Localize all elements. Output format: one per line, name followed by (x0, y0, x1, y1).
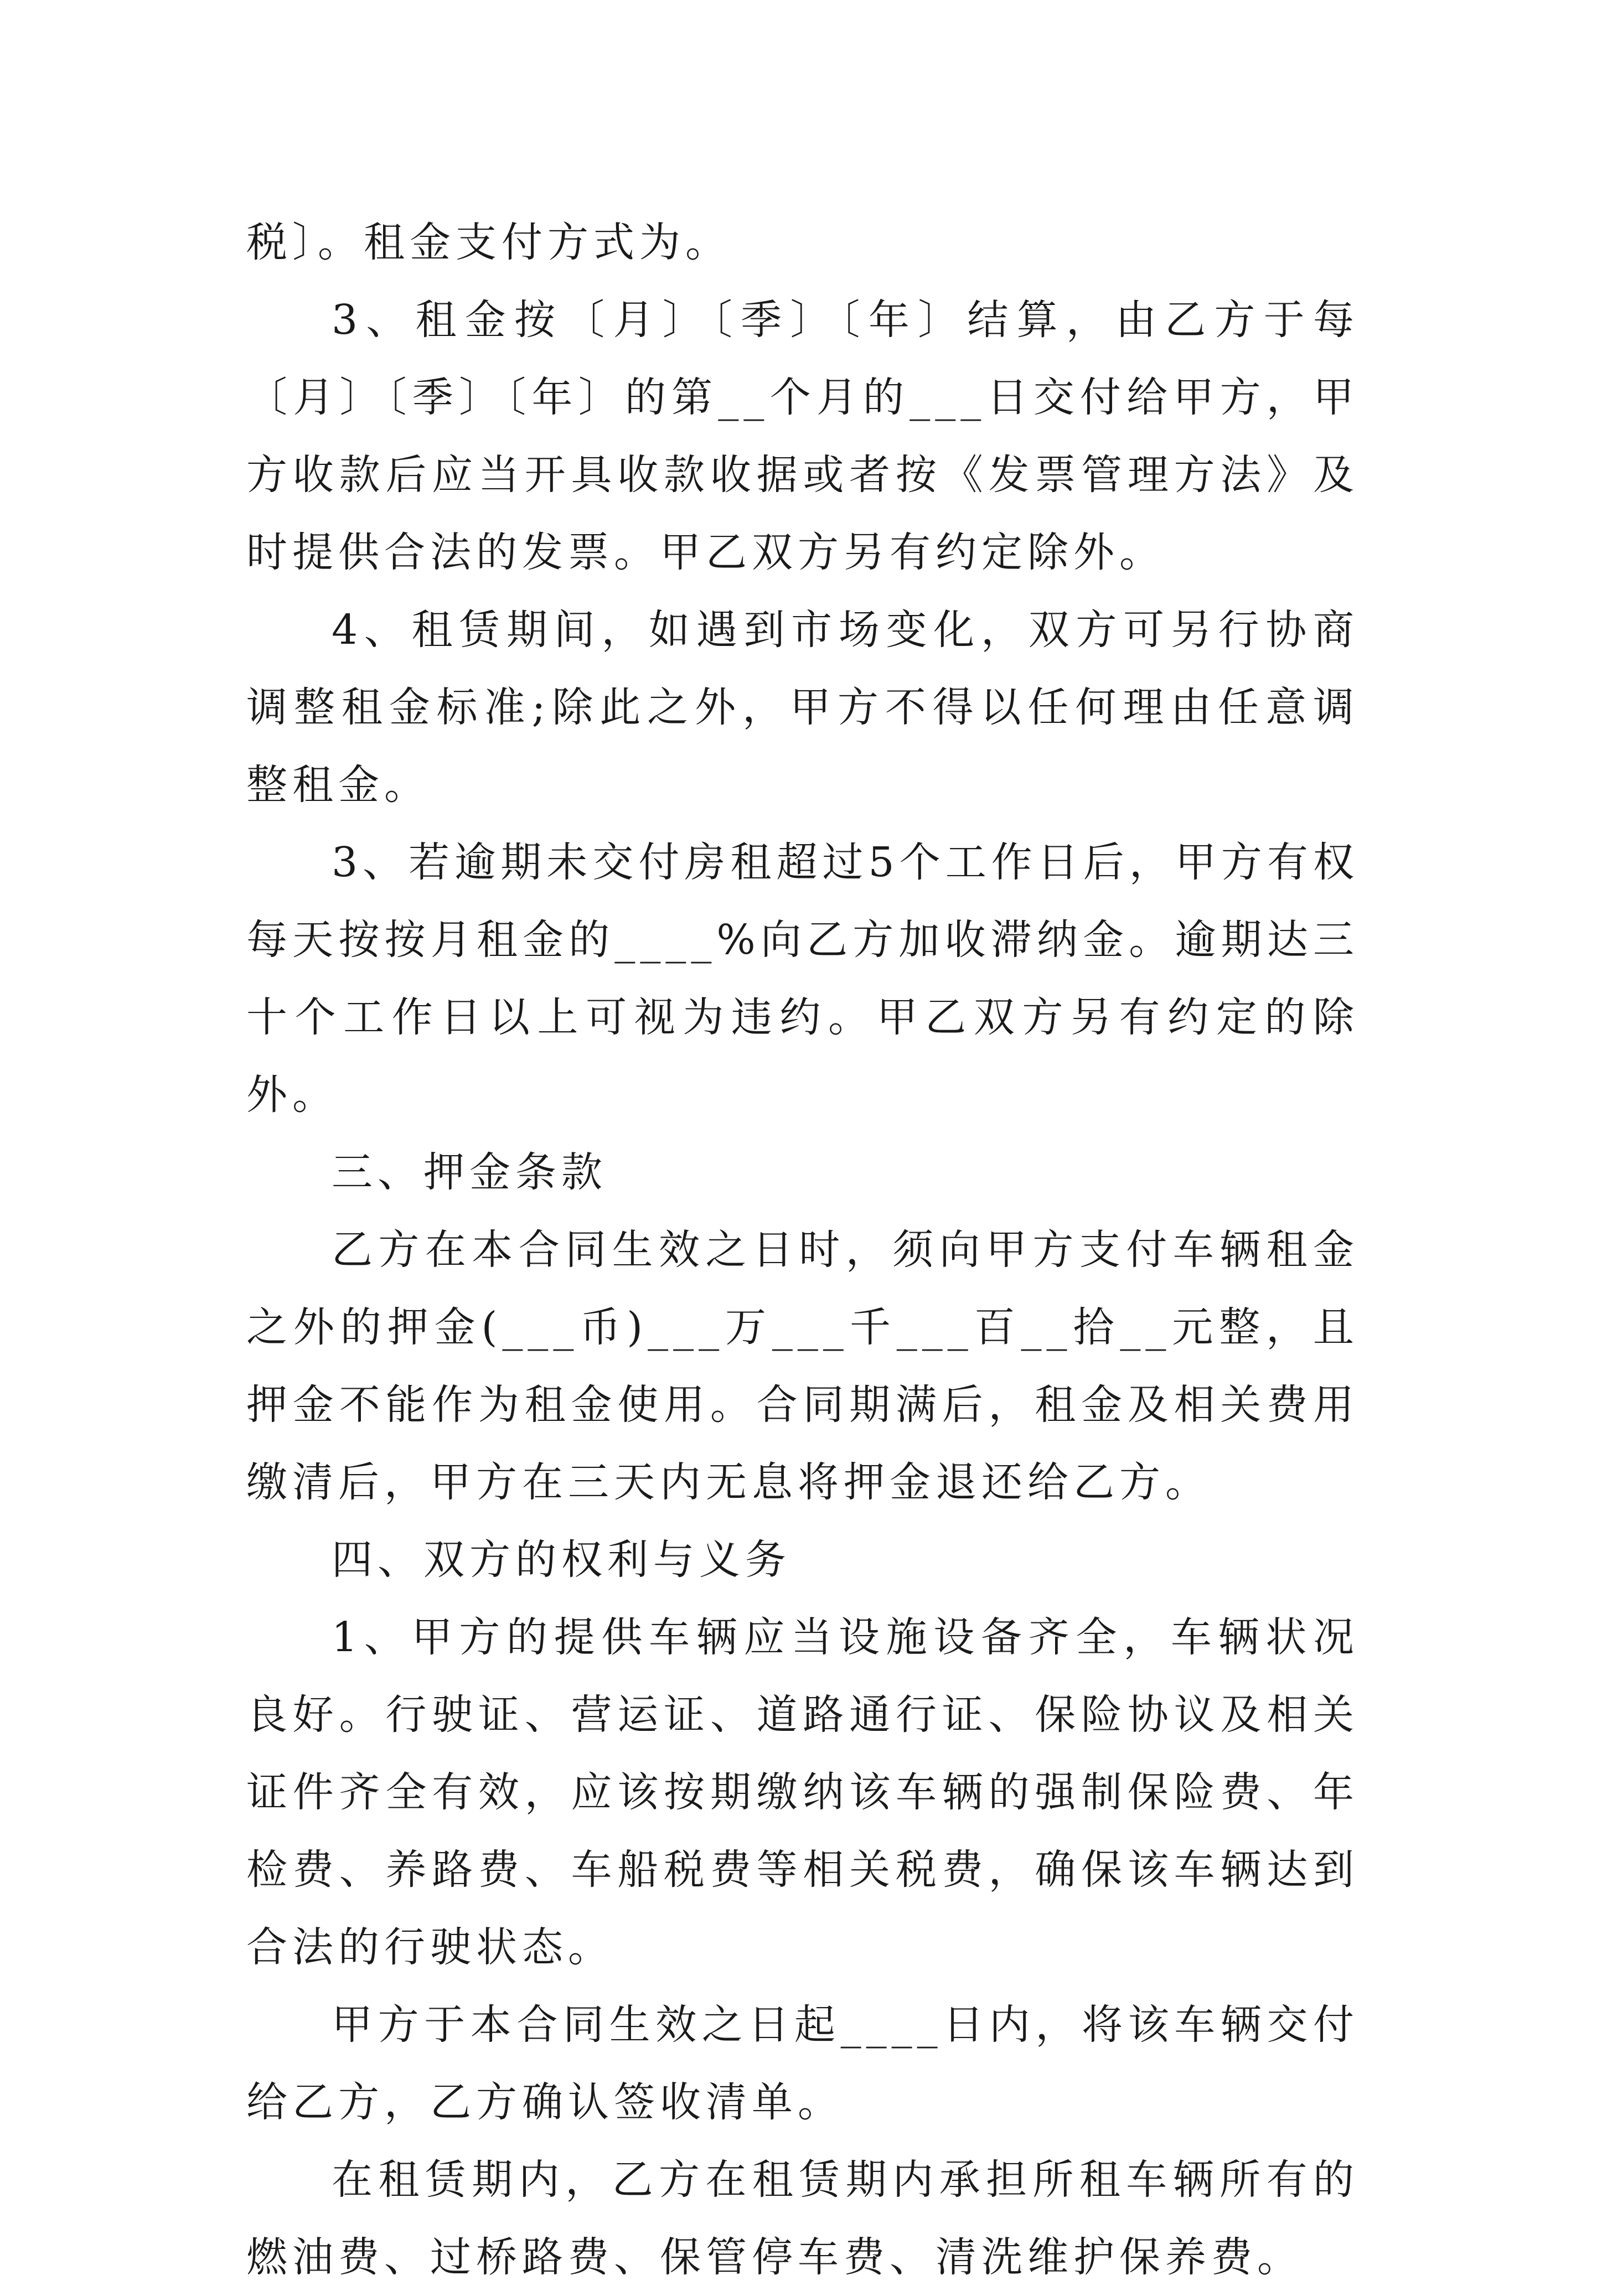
paragraph-late-fee: 3、若逾期未交付房租超过5个工作日后，甲方有权每天按按月租金的____%向乙方加收滞纳金。逾期达三十个工作日以上可视为违约。甲乙双方另有约定的除外。 (246, 839, 1359, 1119)
section-heading-deposit: 三、押金条款 (332, 1149, 607, 1196)
section-heading-rights-obligations: 四、双方的权利与义务 (332, 1536, 791, 1584)
paragraph-vehicle-condition: 1、甲方的提供车辆应当设施设备齐全，车辆状况良好。行驶证、营运证、道路通行证、保险协议及相关证件齐全有效，应该按期缴纳该车辆的强制保险费、年检费、养路费、车船税费等相关税费，确保该车辆达到合法的行驶状态。 (246, 1614, 1359, 1971)
paragraph-vehicle-delivery: 甲方于本合同生效之日起____日内，将该车辆交付给乙方，乙方确认签收清单。 (246, 2001, 1359, 2126)
document-body (246, 204, 1359, 2296)
paragraph-deposit-terms: 乙方在本合同生效之日时，须向甲方支付车辆租金之外的押金(___币)___万___千___百__拾__元整，且押金不能作为租金使用。合同期满后，租金及相关费用缴清后，甲方在三天内无息将押金退还给乙方。 (246, 1226, 1359, 1506)
paragraph-rent-settlement: 3、租金按〔月〕〔季〕〔年〕结算，由乙方于每〔月〕〔季〕〔年〕的第__个月的___日交付给甲方，甲方收款后应当开具收款收据或者按《发票管理方法》及时提供合法的发票。甲乙双方另有约定除外。 (246, 296, 1359, 576)
paragraph-lessee-expenses: 在租赁期内，乙方在租赁期内承担所租车辆所有的燃油费、过桥路费、保管停车费、清洗维护保养费。 (246, 2156, 1359, 2281)
paragraph-tax-payment-method: 税〕。租金支付方式为。 (246, 219, 731, 266)
paragraph-rent-adjustment: 4、租赁期间，如遇到市场变化，双方可另行协商调整租金标准;除此之外，甲方不得以任何理由任意调整租金。 (246, 606, 1359, 809)
